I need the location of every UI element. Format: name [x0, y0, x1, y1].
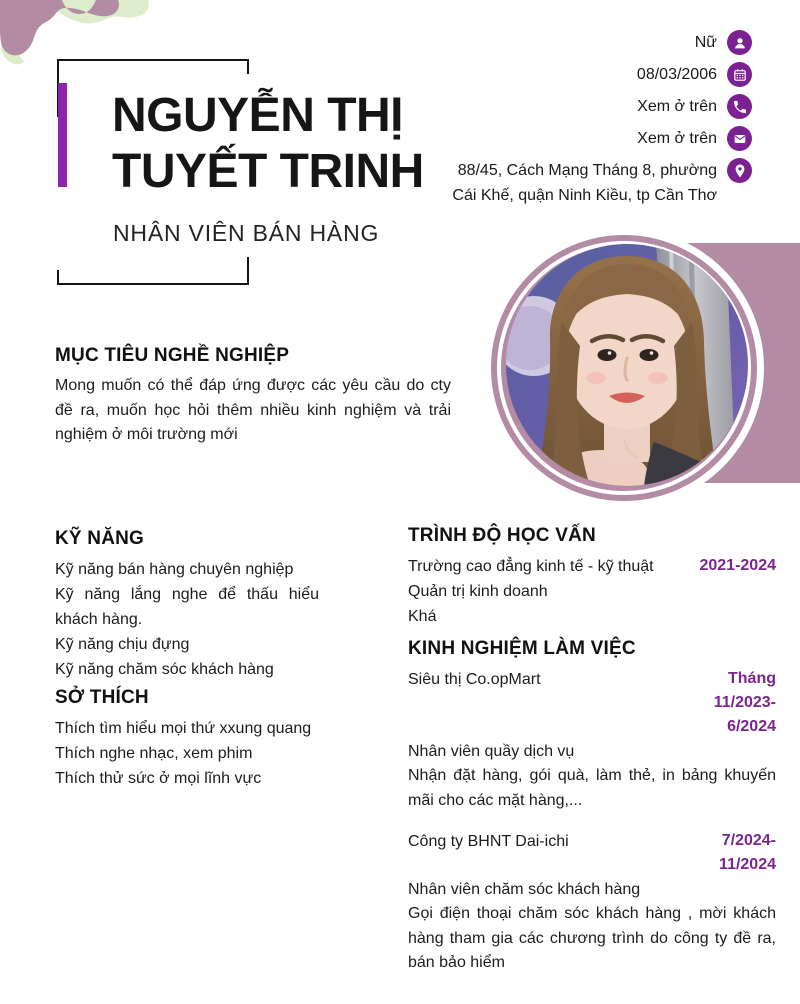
- contact-row-phone: [637, 94, 752, 119]
- section-education: [408, 524, 776, 629]
- profile-photo: [506, 244, 748, 486]
- hobbies-title: SỞ THÍCH: [55, 687, 149, 708]
- phone-icon: [727, 94, 752, 119]
- name-line-2: TUYẾT TRINH: [112, 145, 424, 198]
- objective-title: MỤC TIÊU NGHỀ NGHIỆP: [55, 345, 290, 366]
- education-title: TRÌNH ĐỘ HỌC VẤN: [408, 525, 596, 546]
- education-major: Quản trị kinh doanh: [408, 583, 548, 600]
- hobby-item: Thích thử sức ở mọi lĩnh vực: [55, 770, 262, 787]
- experience-title: KINH NGHIỆM LÀM VIỆC: [408, 638, 636, 659]
- job-title: NHÂN VIÊN BÁN HÀNG: [113, 220, 380, 246]
- calendar-icon: [727, 62, 752, 87]
- skills-title: KỸ NĂNG: [55, 528, 145, 549]
- job-head: [408, 829, 776, 877]
- contact-list: [445, 30, 752, 208]
- phone-value: Xem ở trên: [637, 98, 717, 115]
- company-name: Siêu thị Co.opMart: [408, 671, 541, 688]
- education-row: [408, 554, 776, 579]
- portrait-illustration: [506, 244, 748, 486]
- contact-row-gender: [695, 30, 752, 55]
- accent-bar: [58, 83, 67, 187]
- job-head: [408, 667, 776, 739]
- skill-item: Kỹ năng bán hàng chuyên nghiệp: [55, 561, 294, 578]
- mauve-blob: [0, 0, 119, 55]
- hobby-item: Thích nghe nhạc, xem phim: [55, 745, 253, 762]
- skill-item: Kỹ năng chịu đựng: [55, 636, 190, 653]
- contact-row-birthday: [637, 62, 752, 87]
- company-name: Công ty BHNT Dai-ichi: [408, 833, 569, 850]
- section-skills: [55, 527, 319, 682]
- job-role: Nhân viên chăm sóc khách hàng: [408, 881, 641, 898]
- birthday-value: 08/03/2006: [636, 66, 717, 83]
- job-period: Tháng 11/2023- 6/2024: [713, 670, 776, 735]
- location-icon: [727, 158, 752, 183]
- hobby-item: Thích tìm hiểu mọi thứ xxung quang: [55, 720, 312, 737]
- name-line-1: NGUYỄN THỊ: [112, 89, 404, 142]
- job-entry: [408, 829, 776, 976]
- job-description: Gọi điện thoại chăm sóc khách hàng , mời khách hàng tham gia các chương trình do công ty đề ra, bán bảo hiểm: [408, 905, 776, 971]
- job-period: 7/2024- 11/2024: [719, 832, 776, 873]
- job-role: Nhân viên quầy dịch vụ: [408, 743, 575, 760]
- skill-item: Kỹ năng chăm sóc khách hàng: [55, 661, 274, 678]
- user-icon: [727, 30, 752, 55]
- address-value: 88/45, Cách Mạng Tháng 8, phường Cái Khế, quận Ninh Kiều, tp Cần Thơ: [452, 162, 717, 204]
- job-description: Nhận đặt hàng, gói quà, làm thẻ, in bảng khuyến mãi cho các mặt hàng,...: [408, 767, 776, 809]
- education-grade: Khá: [408, 608, 437, 625]
- education-period: 2021-2024: [699, 557, 776, 574]
- name-frame-top: [57, 59, 249, 74]
- section-experience: [408, 637, 776, 976]
- name-frame-bottom-left: [57, 270, 59, 283]
- name-frame-bottom: [57, 257, 249, 285]
- job-entry: [408, 667, 776, 813]
- section-hobbies: [55, 686, 355, 791]
- section-objective: [55, 344, 451, 448]
- skill-item: Kỹ năng lắng nghe để thấu hiểu khách hàng.: [55, 586, 319, 628]
- school-name: Trường cao đẳng kinh tế - kỹ thuật: [408, 558, 654, 575]
- contact-row-address: [445, 158, 752, 208]
- gender-value: Nữ: [694, 34, 717, 51]
- contact-row-email: [637, 126, 752, 151]
- email-value: Xem ở trên: [637, 130, 717, 147]
- email-icon: [727, 126, 752, 151]
- objective-body: Mong muốn có thể đáp ứng được các yêu cầu do cty đề ra, muốn học hỏi thêm nhiều kinh nghiệm và trải nghiệm ở môi trường mới: [55, 377, 451, 443]
- corner-blob-decoration: [0, 0, 200, 90]
